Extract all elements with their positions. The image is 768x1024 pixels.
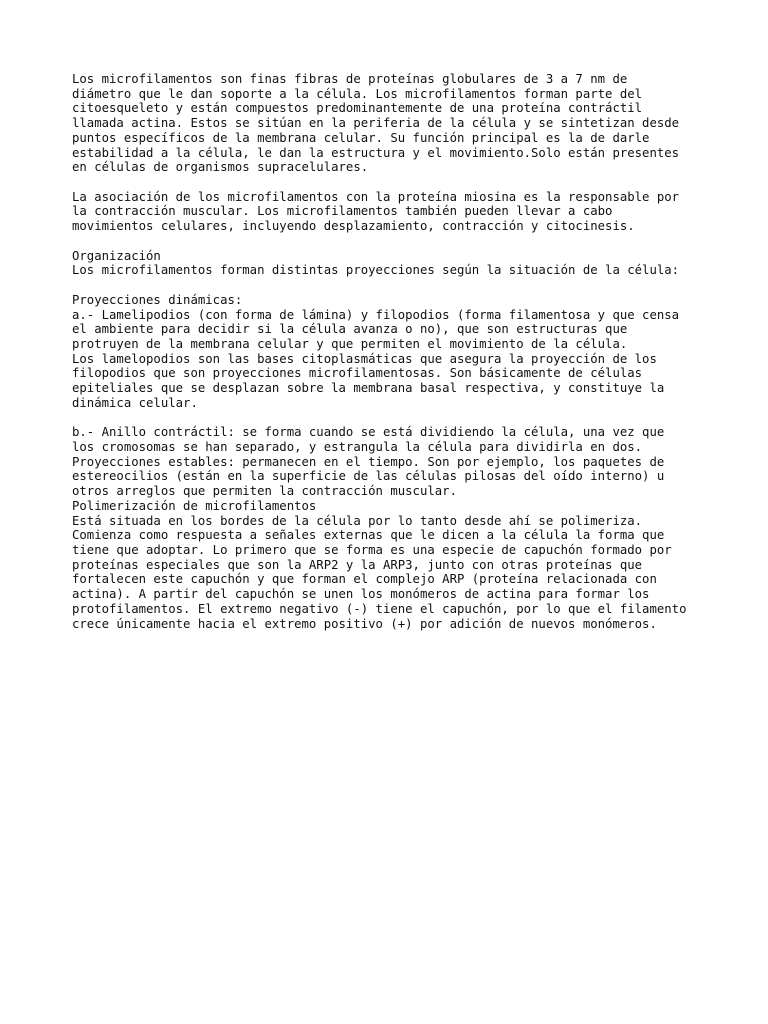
text-line: Polimerización de microfilamentos — [72, 498, 317, 513]
text-line: otros arreglos que permiten la contracción muscular. — [72, 484, 457, 499]
text-line: llamada actina. Estos se sitúan en la periferia de la célula y se sintetizan desde — [72, 116, 680, 131]
blank-line — [72, 234, 712, 249]
text-line: tiene que adoptar. Lo primero que se forma es una especie de capuchón formado por — [72, 543, 672, 557]
blank-line — [72, 278, 712, 293]
text-line: estereocilios (están en la superficie de las células pilosas del oído interno) u — [72, 469, 665, 484]
text-line: estabilidad a la célula, le dan la estructura y el movimiento.Solo están presentes — [72, 145, 680, 160]
text-line: movimientos celulares, incluyendo desplazamiento, contracción y citocinesis. — [72, 219, 635, 234]
text-line: filopodios que son proyecciones microfilamentosas. Son básicamente de células — [72, 366, 643, 381]
text-line: Comienza como respuesta a señales externas que le dicen a la célula la forma que — [72, 528, 665, 543]
text-line: diámetro que le dan soporte a la célula. Los microfilamentos forman parte del — [72, 86, 643, 101]
text-line: dinámica celular. — [72, 395, 198, 410]
text-line: b.- Anillo contráctil: se forma cuando se está dividiendo la célula, una vez que — [72, 425, 665, 440]
text-line: Proyecciones estables: permanecen en el tiempo. Son por ejemplo, los paquetes de — [72, 454, 665, 469]
text-line: Los lamelopodios son las bases citoplasmáticas que asegura la proyección de los — [72, 351, 657, 366]
document-page — [72, 72, 712, 631]
text-line: los cromosomas se han separado, y estrangula la célula para dividirla en dos. — [72, 439, 643, 454]
text-line: Está situada en los bordes de la célula por lo tanto desde ahí se polimeriza. — [72, 513, 643, 528]
text-line: proteínas especiales que son la ARP2 y la ARP3, junto con otras proteínas que — [72, 557, 643, 572]
text-line: Proyecciones dinámicas: — [72, 292, 243, 307]
blank-line — [72, 175, 712, 190]
text-line: Los microfilamentos forman distintas proyecciones según la situación de la célula: — [72, 263, 680, 278]
text-line: el ambiente para decidir si la célula avanza o no), que son estructuras que — [72, 322, 628, 337]
text-line: Los microfilamentos son finas fibras de proteínas globulares de 3 a 7 nm de — [72, 72, 628, 86]
text-line: actina). A partir del capuchón se unen los monómeros de actina para formar los — [72, 587, 650, 602]
text-line: puntos específicos de la membrana celular. Su función principal es la de darle — [72, 130, 650, 145]
text-line: crece únicamente hacia el extremo positivo (+) por adición de nuevos monómeros. — [72, 616, 657, 631]
text-line: fortalecen este capuchón y que forman el complejo ARP (proteína relacionada con — [72, 572, 657, 587]
text-line: a.- Lamelipodios (con forma de lámina) y filopodios (forma filamentosa y que censa — [72, 307, 680, 322]
blank-line — [72, 411, 712, 426]
text-line: Organización — [72, 248, 161, 263]
text-line: citoesqueleto y están compuestos predominantemente de una proteína contráctil — [72, 101, 643, 116]
text-line: protofilamentos. El extremo negativo (-) tiene el capuchón, por lo que el filamento — [72, 601, 687, 616]
text-line: la contracción muscular. Los microfilamentos también pueden llevar a cabo — [72, 204, 613, 219]
text-line: La asociación de los microfilamentos con la proteína miosina es la responsable por — [72, 189, 680, 204]
text-line: epiteliales que se desplazan sobre la membrana basal respectiva, y constituye la — [72, 381, 665, 396]
text-line: protruyen de la membrana celular y que permiten el movimiento de la célula. — [72, 336, 628, 351]
text-line: en células de organismos supracelulares. — [72, 160, 369, 175]
